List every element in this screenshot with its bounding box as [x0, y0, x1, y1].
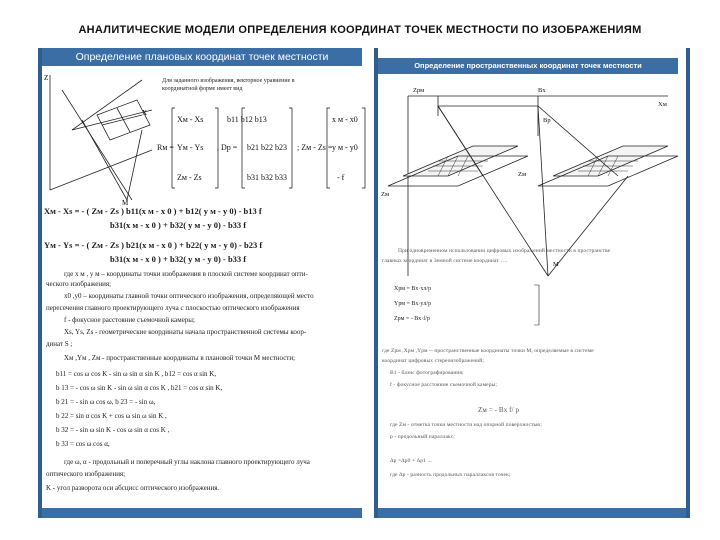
svg-text:Yрм = Bx·yл/p: Yрм = Bx·yл/p [394, 301, 432, 307]
svg-text:M: M [122, 199, 129, 207]
formula-y-denominator: b31(x м - x 0 ) + b32( y м - y 0) - b33 f [110, 254, 247, 264]
svg-text:, Dp =: , Dp = [217, 143, 238, 152]
text-line: Xм ,Yм , Zм - пространственные координаты в плановой точки М местности; [64, 354, 296, 362]
b-coefficient-line: b 22 = sin α cos K + cos ω sin ω sin K , [56, 412, 167, 420]
svg-text:Zм - Zs: Zм - Zs [177, 173, 202, 182]
svg-text:Xрм = Bx·xл/p: Xрм = Bx·xл/p [394, 286, 432, 292]
text-line: x0 ,y0 – координаты главной точки оптического изображения, определяющей место [64, 292, 314, 300]
svg-text:b21 b22 b23: b21 b22 b23 [247, 143, 287, 152]
svg-text:Rм =: Rм = [157, 143, 174, 152]
right-panel [374, 48, 690, 518]
text-line: ческого изображения; [46, 280, 112, 288]
right-text-line: B1 - базис фотографирования; [390, 370, 464, 376]
right-panel-heading: Определение пространственных координат точек местности [378, 58, 678, 74]
tail-line: оптического изображения; [46, 470, 126, 478]
svg-text:x м - x0: x м - x0 [332, 115, 358, 124]
b-coefficient-line: b 32 = - sin ω sin K - cos ω sin α cos K , [56, 426, 170, 434]
right-text-line: где Zм - отметка точки местности над опорной поверхностью; [390, 422, 543, 428]
svg-text:M: M [553, 261, 559, 268]
text-line: где x м , y м – координаты точки изображения в плоской системе координат опти- [64, 270, 308, 278]
right-text-line: При одновременном использовании цифровых изображений местности в пространстве [398, 248, 611, 254]
b-coefficient-line: b 33 = cos ω cos α, [56, 440, 110, 448]
right-text-line: f - фокусное расстояние съемочной камеры; [390, 382, 497, 388]
tail-line: K - угол разворота оси абсцисс оптического изображения. [46, 484, 220, 492]
svg-text:Bx: Bx [538, 87, 546, 94]
b-coefficient-line: b 21 = - sin ω cos ω, b 23 = - sin ω, [56, 398, 156, 406]
right-text-line: координат цифровых стереоизображений; [382, 358, 484, 364]
svg-text:Zм: Zм [381, 191, 390, 198]
b-coefficient-line: b 13 = - cos ω sin K - sin ω sin α cos K , b21 = cos α sin K, [56, 384, 223, 392]
left-panel [38, 48, 362, 518]
text-line: Xs, Ys, Zs - геометрические координаты начала пространственной системы коор- [64, 328, 307, 336]
svg-text:y м - y0: y м - y0 [332, 143, 358, 152]
svg-text:Zм: Zм [518, 171, 527, 178]
formula-x-denominator: b31(x м - x 0 ) + b32( y м - y 0) - b33 f [110, 220, 247, 230]
left-panel-heading: Определение плановых координат точек местности [42, 48, 362, 66]
text-line: f - фокусное расстояние съемочной камеры; [64, 316, 195, 324]
text-line: динат S ; [46, 340, 73, 348]
formula-y: Yм - Ys = - ( Zм - Zs ) b21(x м - x 0 ) + b22( y м - y 0) - b23 f [44, 240, 263, 250]
matrix-caption: Для заданного изображения, векторное уравнение в [162, 78, 295, 84]
right-formula-block [394, 280, 554, 340]
svg-text:Z: Z [44, 74, 49, 82]
matrix-caption-2: координатной форме имеет вид [162, 86, 243, 92]
right-bottom-stripe [378, 508, 686, 518]
right-text-line: Δp =Δp0 + Δp1 ... [390, 458, 432, 464]
right-text-line: главных координат в Земной системе координат …. [382, 258, 508, 264]
right-formula-zm: Zм = - Bх f/ p [478, 406, 520, 414]
matrix-equation [157, 100, 357, 210]
tail-line: где ω, α - продольный и поперечный углы наклона главного проектирующего луча [64, 458, 310, 466]
svg-text:X: X [142, 109, 148, 117]
right-text-line: где Zрм ,Xрм ,Yрм -- пространственные координаты точки M, определяемые в системе [382, 348, 594, 354]
formula-x: Xм - Xs = - ( Zм - Zs ) b11(x м - x 0 ) + b12( y м - y 0) - b13 f [44, 206, 262, 216]
projection-diagram [42, 70, 162, 210]
right-text-line: где Δp - разность продольных параллаксов точек; [390, 472, 511, 478]
svg-text:b11 b12 b13: b11 b12 b13 [227, 115, 267, 124]
svg-text:Zрм = - Bx·f/p: Zрм = - Bx·f/p [394, 316, 430, 322]
svg-text:Xм: Xм [658, 101, 667, 108]
svg-text:Yм - Ys: Yм - Ys [177, 143, 204, 152]
svg-text:Zрм: Zрм [413, 87, 425, 94]
right-text-line: p - продольный параллакс; [390, 434, 455, 440]
page-title: АНАЛИТИЧЕСКИЕ МОДЕЛИ ОПРЕДЕЛЕНИЯ КООРДИНАТ ТОЧЕК МЕСТНОСТИ ПО ИЗОБРАЖЕНИЯМ [78, 24, 642, 36]
svg-text:; Zм - Zs =: ; Zм - Zs = [297, 143, 333, 152]
svg-text:b31 b32 b33: b31 b32 b33 [247, 173, 287, 182]
svg-text:Bp: Bp [543, 117, 551, 124]
svg-text:Xм - Xs: Xм - Xs [177, 115, 204, 124]
svg-text:- f: - f [337, 173, 345, 182]
left-bottom-stripe [42, 508, 362, 518]
b-coefficient-line: b11 = cos ω cos K - sin ω sin α sin K , b12 = cos α sin K, [56, 370, 217, 378]
text-line: пересечения главного проектирующего луча с плоскостью оптического изображения [46, 304, 300, 312]
